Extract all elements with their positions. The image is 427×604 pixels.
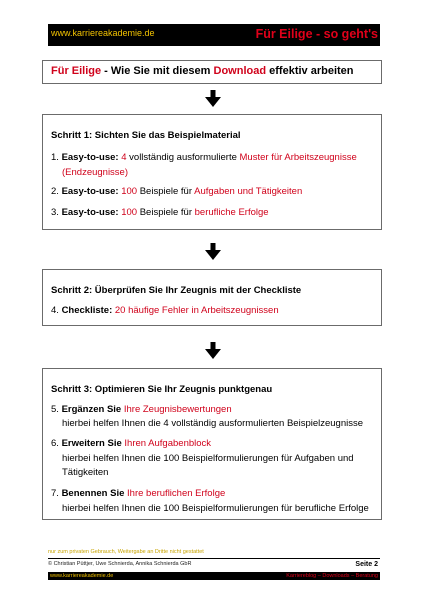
intro-heading <box>51 65 354 77</box>
item-link: Muster für Arbeitszeugnisse <box>239 152 357 163</box>
item-link: Ihre beruflichen Erfolge <box>127 488 226 499</box>
footer-credits: © Christian Püttjer, Uwe Schnierda, Annika Schnierda GbR <box>48 561 192 567</box>
intro-part3: Download <box>213 65 267 77</box>
intro-part1: Für Eilige <box>51 65 102 77</box>
step2-title: Schritt 2: Überprüfen Sie Ihr Zeugnis mit der Checkliste <box>51 285 302 296</box>
step1-title: Schritt 1: Sichten Sie das Beispielmaterial <box>51 130 241 141</box>
footer-blog: Karriereblog – Downloads – Beratung <box>286 573 378 579</box>
item-count: 4 <box>121 152 127 163</box>
intro-part4: effektiv arbeiten <box>266 65 354 77</box>
item-label: Easy-to-use: <box>61 207 122 218</box>
step1-item-3 <box>51 207 269 219</box>
step2-box <box>42 269 382 326</box>
item-text: Beispiele für <box>137 207 195 218</box>
footer-url[interactable]: www.karriereakademie.de <box>50 573 114 579</box>
step2-item-4 <box>51 305 279 317</box>
item-number: 7. <box>51 488 62 499</box>
item-link: Aufgaben und Tätigkeiten <box>194 186 303 197</box>
item-label: Ergänzen Sie <box>61 404 124 415</box>
step3-item-7-sub: hierbei helfen Ihnen die 100 Beispielformulierungen für berufliche Erfolge <box>62 503 369 514</box>
step3-item-6-sub2: Tätigkeiten <box>62 467 109 478</box>
page-number: Seite 2 <box>355 561 378 568</box>
item-label: Checkliste: <box>61 305 115 316</box>
step3-item-5-sub: hierbei helfen Ihnen die 4 vollständig ausformulierten Beispielzeugnisse <box>62 418 364 429</box>
step1-item-1 <box>51 152 357 164</box>
item-label: Easy-to-use: <box>61 152 122 163</box>
intro-part2: - Wie Sie mit diesem <box>101 65 214 77</box>
header-title: Für Eilige - so geht's <box>255 27 378 41</box>
item-number: 5. <box>51 404 62 415</box>
item-link: berufliche Erfolge <box>194 207 269 218</box>
item-number: 3. <box>51 207 62 218</box>
item-text: vollständig ausformulierte <box>126 152 240 163</box>
item-link: Ihren Aufgabenblock <box>124 438 212 449</box>
step3-title: Schritt 3: Optimieren Sie Ihr Zeugnis punktgenau <box>51 384 273 395</box>
step3-item-6-sub: hierbei helfen Ihnen die 100 Beispielformulierungen für Aufgaben und <box>62 453 354 464</box>
footer-note: nur zum privaten Gebrauch, Weitergabe an Dritte nicht gestattet <box>48 549 204 555</box>
step3-item-6 <box>51 438 211 450</box>
item-count: 100 <box>121 207 138 218</box>
item-number: 2. <box>51 186 62 197</box>
step3-item-5 <box>51 404 232 416</box>
item-number: 6. <box>51 438 62 449</box>
item-label: Erweitern Sie <box>61 438 125 449</box>
item-link: 20 häufige Fehler in Arbeitszeugnissen <box>114 305 279 316</box>
item-text: Beispiele für <box>137 186 195 197</box>
arrow-down-icon <box>203 242 223 262</box>
item-number: 1. <box>51 152 62 163</box>
item-label: Benennen Sie <box>61 488 128 499</box>
step1-item-1-cont: (Endzeugnisse) <box>62 167 129 178</box>
arrow-down-icon <box>203 89 223 109</box>
footer-divider <box>48 558 380 559</box>
header-url[interactable]: www.karriereakademie.de <box>51 28 155 38</box>
item-label: Easy-to-use: <box>61 186 122 197</box>
step1-item-2 <box>51 186 302 198</box>
item-count: 100 <box>121 186 138 197</box>
item-number: 4. <box>51 305 62 316</box>
arrow-down-icon <box>203 341 223 361</box>
step3-item-7 <box>51 488 225 500</box>
item-link: Ihre Zeugnisbewertungen <box>123 404 232 415</box>
